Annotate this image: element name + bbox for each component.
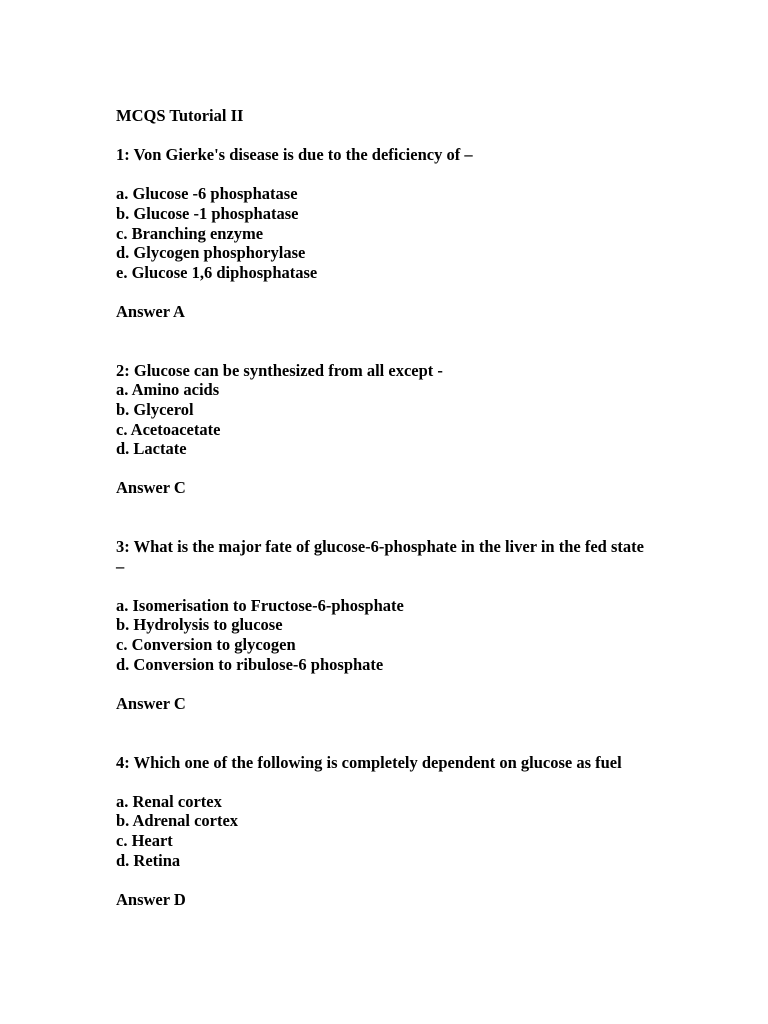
question-text: 1: Von Gierke's disease is due to the deficiency of –: [116, 145, 473, 165]
answer-text: Answer D: [116, 889, 186, 909]
option-item: b. Glycerol: [116, 399, 194, 419]
document-title: MCQS Tutorial II: [116, 106, 244, 125]
question-block-2: [116, 361, 656, 498]
question-block-3: [116, 537, 656, 713]
option-item: a. Renal cortex: [116, 791, 222, 811]
option-item: a. Amino acids: [116, 380, 220, 400]
option-list: [116, 596, 656, 674]
option-item: d. Conversion to ribulose-6 phosphate: [116, 654, 384, 674]
option-item: a. Isomerisation to Fructose-6-phosphate: [116, 595, 404, 615]
option-item: c. Conversion to glycogen: [116, 635, 296, 655]
option-item: c. Heart: [116, 830, 173, 850]
document-page: [116, 106, 656, 909]
option-item: a. Glucose -6 phosphatase: [116, 184, 298, 204]
answer-text: Answer C: [116, 693, 186, 713]
option-item: c. Branching enzyme: [116, 223, 264, 243]
option-item: d. Glycogen phosphorylase: [116, 243, 306, 263]
option-item: d. Retina: [116, 850, 181, 870]
question-text: 4: Which one of the following is completely dependent on glucose as fuel: [116, 752, 622, 772]
question-block-1: [116, 145, 656, 321]
option-item: b. Glucose -1 phosphatase: [116, 203, 299, 223]
option-list: [116, 184, 656, 282]
option-item: c. Acetoacetate: [116, 419, 221, 439]
option-item: b. Adrenal cortex: [116, 811, 239, 831]
option-list: [116, 380, 656, 458]
question-text: 2: Glucose can be synthesized from all except -: [116, 360, 443, 380]
question-text: 3: What is the major fate of glucose-6-phosphate in the liver in the fed state –: [116, 537, 649, 576]
option-list: [116, 792, 656, 870]
question-block-4: [116, 753, 656, 910]
option-item: d. Lactate: [116, 439, 187, 459]
option-item: b. Hydrolysis to glucose: [116, 615, 283, 635]
option-item: e. Glucose 1,6 diphosphatase: [116, 262, 318, 282]
answer-text: Answer A: [116, 301, 185, 321]
answer-text: Answer C: [116, 478, 186, 498]
